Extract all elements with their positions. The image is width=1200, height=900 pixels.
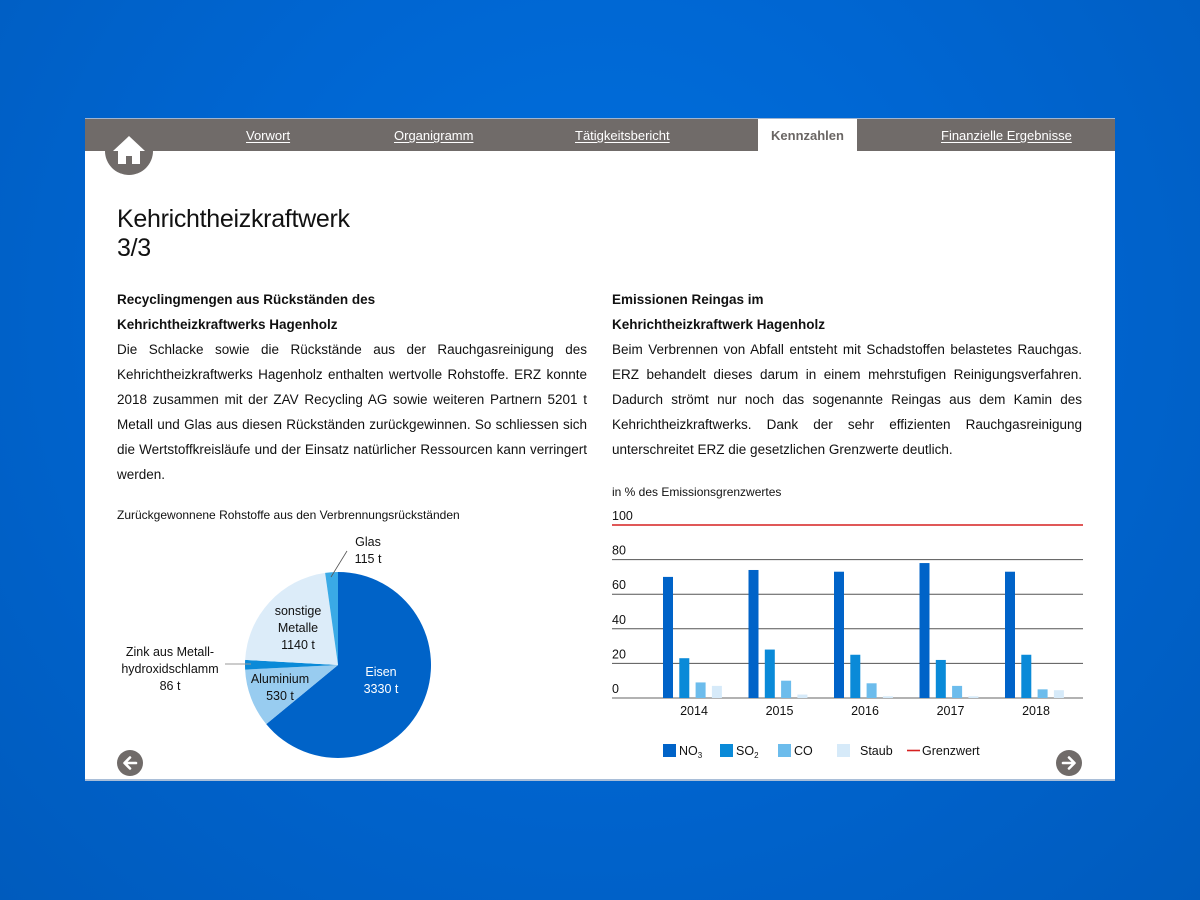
recycling-heading-line1: Recyclingmengen aus Rückständen des bbox=[117, 292, 376, 307]
emissions-heading-line1: Emissionen Reingas im bbox=[612, 292, 764, 307]
x-tick-label: 2015 bbox=[765, 704, 794, 718]
pie-label-name-line1: sonstige bbox=[274, 604, 322, 618]
pie-chart-title: Zurückgewonnene Rohstoffe aus den Verbrennungsrückständen bbox=[117, 508, 460, 522]
bar-co-2017 bbox=[952, 686, 962, 698]
arrow-right-icon bbox=[1060, 754, 1078, 772]
bar-co-2014 bbox=[696, 682, 706, 698]
bar-so2-2017 bbox=[936, 660, 946, 698]
nav-item-finanzielle-ergebnisse[interactable]: Finanzielle Ergebnisse bbox=[941, 128, 1072, 143]
bar-no3-2015 bbox=[749, 570, 759, 698]
pie-label-name: Glas bbox=[355, 535, 381, 549]
bar-no3-2016 bbox=[834, 572, 844, 698]
bar-no3-2014 bbox=[663, 577, 673, 698]
top-navigation bbox=[85, 119, 1115, 151]
bar-co-2015 bbox=[781, 681, 791, 698]
pie-label-glas bbox=[331, 535, 382, 577]
arrow-left-icon bbox=[121, 754, 139, 772]
bar-so2-2015 bbox=[765, 650, 775, 698]
pie-label-name: Aluminium bbox=[250, 672, 310, 686]
recycling-body: Die Schlacke sowie die Rückstände aus der Rauchgasreinigung des Kehrichtheizkraftwerks Hagenholz enthalten wertvolle Rohstoffe. ERZ konnte 2018 zusammen mit der ZAV Recycling AG sowie weiteren Partnern 5201 t Metall und Glas aus diesen Rückständen zurückgewinnen. So schliessen sich die Wertstoffkreisläufe und der Einsatz natürlicher Ressourcen kann verringert werden. bbox=[117, 342, 587, 482]
emissions-heading-line2: Kehrichtheizkraftwerk Hagenholz bbox=[612, 317, 826, 332]
legend-swatch bbox=[778, 744, 791, 757]
legend-item-staub bbox=[837, 744, 893, 758]
legend-label: Staub bbox=[860, 744, 893, 758]
bar-group-2017 bbox=[920, 563, 979, 698]
emissions-body: Beim Verbrennen von Abfall entsteht mit Schadstoffen belastetes Rauchgas. ERZ behandelt dieses darum in einem mehrstufigen Reinigungsverfahren. Dadurch strömt nur noch das sogenannte Reingas aus dem Kamin des Kehrichtheizkraftwerks. Dank der sehr effizienten Rauchgasreinigung unterschreitet ERZ die gesetzlichen Grenzwerte deutlich. bbox=[612, 342, 1082, 457]
bar-staub-2018 bbox=[1054, 690, 1064, 698]
pie-label-name: Eisen bbox=[365, 665, 397, 679]
bar-staub-2015 bbox=[797, 695, 807, 698]
page-title bbox=[117, 205, 350, 263]
y-tick-label: 40 bbox=[612, 612, 626, 627]
x-tick-label: 2018 bbox=[1022, 704, 1050, 718]
legend-label: $SO_2$ bbox=[736, 744, 759, 760]
pie-chart bbox=[85, 519, 485, 769]
nav-item-taetigkeitsbericht[interactable]: Tätigkeitsbericht bbox=[575, 128, 670, 143]
nav-item-kennzahlen[interactable]: Kennzahlen bbox=[758, 119, 857, 151]
emissions-heading bbox=[612, 287, 1082, 337]
pie-label-value: 530 t bbox=[266, 689, 294, 703]
y-tick-label: 100 bbox=[612, 509, 633, 523]
pie-label-value: 1140 t bbox=[281, 638, 315, 652]
legend-item-co bbox=[778, 744, 813, 758]
pie-label-zink bbox=[121, 645, 251, 693]
bar-staub-2017 bbox=[968, 696, 978, 698]
bar-so2-2016 bbox=[850, 655, 860, 698]
bar-group-2016 bbox=[834, 572, 893, 698]
recycling-section bbox=[117, 287, 587, 487]
y-tick-label: 20 bbox=[612, 647, 626, 662]
bar-staub-2016 bbox=[883, 696, 893, 698]
home-icon bbox=[111, 133, 147, 169]
page-title-text: Kehrichtheizkraftwerk bbox=[117, 205, 350, 233]
bar-no3-2018 bbox=[1005, 572, 1015, 698]
previous-page-button[interactable] bbox=[117, 750, 143, 776]
home-button[interactable] bbox=[105, 129, 153, 175]
bar-group-2014 bbox=[663, 577, 722, 698]
legend-swatch bbox=[663, 744, 676, 757]
report-page bbox=[85, 118, 1115, 781]
legend-label: $NO_3$ bbox=[679, 744, 703, 760]
nav-item-organigramm[interactable]: Organigramm bbox=[394, 128, 474, 143]
legend-label: Grenzwert bbox=[922, 744, 980, 758]
legend-item-so2 bbox=[720, 744, 759, 760]
pie-label-value: 86 t bbox=[159, 679, 181, 693]
bar-co-2018 bbox=[1038, 689, 1048, 698]
bar-so2-2018 bbox=[1021, 655, 1031, 698]
emissions-section bbox=[612, 287, 1082, 462]
bar-so2-2014 bbox=[679, 658, 689, 698]
nav-item-vorwort[interactable]: Vorwort bbox=[246, 128, 291, 143]
recycling-heading bbox=[117, 287, 587, 337]
bar-group-2018 bbox=[1005, 572, 1064, 698]
x-tick-label: 2016 bbox=[851, 704, 879, 718]
bar-chart-legend bbox=[663, 744, 980, 760]
y-tick-label: 0 bbox=[612, 682, 619, 696]
bar-chart bbox=[600, 504, 1090, 764]
y-tick-label: 60 bbox=[612, 578, 626, 593]
bar-chart-ylabel: in % des Emissionsgrenzwertes bbox=[612, 485, 782, 499]
x-tick-label: 2014 bbox=[680, 704, 708, 718]
pie-label-name-line1: Zink aus Metall- bbox=[125, 645, 215, 659]
pie-label-name-line2: Metalle bbox=[277, 621, 319, 635]
pie-label-sonstige-metalle bbox=[275, 604, 322, 652]
bar-group-2015 bbox=[749, 570, 808, 698]
pie-label-name-line2: hydroxidschlamm bbox=[121, 662, 219, 676]
pie-label-value: 3330 t bbox=[363, 682, 399, 696]
bar-no3-2017 bbox=[920, 563, 930, 698]
legend-swatch bbox=[720, 744, 733, 757]
page-indicator: 3/3 bbox=[117, 234, 151, 262]
legend-item-no3 bbox=[663, 744, 703, 760]
pie-label-value: 115 t bbox=[354, 552, 382, 566]
bar-co-2016 bbox=[867, 683, 877, 698]
next-page-button[interactable] bbox=[1056, 750, 1082, 776]
y-tick-label: 80 bbox=[612, 543, 626, 558]
legend-swatch bbox=[837, 744, 850, 757]
legend-item-grenzwert bbox=[907, 744, 980, 758]
legend-label: CO bbox=[794, 744, 813, 758]
bar-staub-2014 bbox=[712, 686, 722, 698]
x-tick-label: 2017 bbox=[936, 704, 965, 718]
recycling-heading-line2: Kehrichtheizkraftwerks Hagenholz bbox=[117, 317, 338, 332]
